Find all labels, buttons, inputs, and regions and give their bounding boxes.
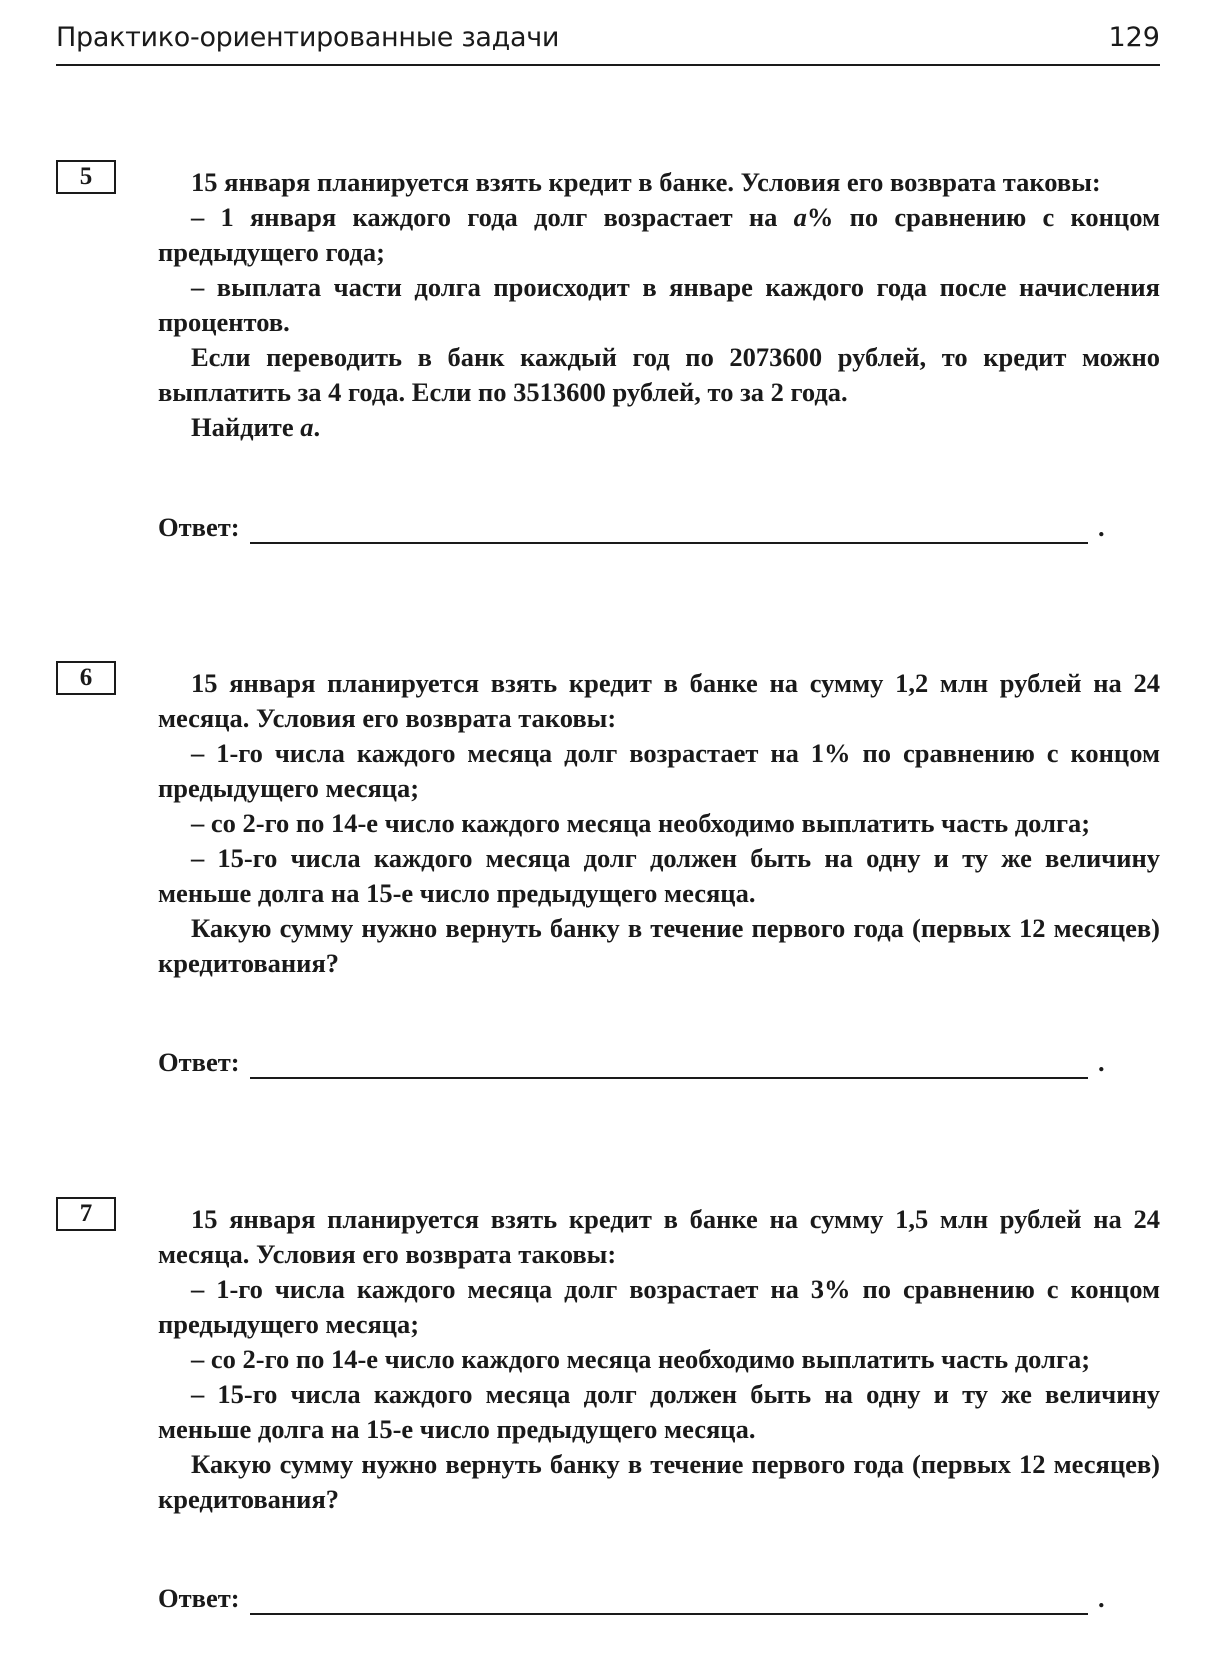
task-intro: 15 января планируется взять кредит в банке. Условия его возврата таковы: — [191, 167, 1101, 197]
task-number-box: 5 — [56, 160, 116, 194]
task-condition: – со 2-го по 14-е число каждого месяца необходимо выплатить часть долга; — [191, 1344, 1091, 1374]
variable-a: a — [793, 202, 807, 232]
answer-label: Ответ: — [158, 1047, 240, 1077]
answer-period: . — [1098, 1583, 1105, 1613]
task-condition: – 15-го числа каждого месяца долг должен быть на одну и ту же величину меньше долга на 15-е число предыдущего месяца. — [158, 1379, 1160, 1444]
answer-line[interactable] — [250, 542, 1088, 544]
task-question: Какую сумму нужно вернуть банку в течение первого года (первых 12 месяцев) кредитования? — [158, 1449, 1160, 1514]
answer-field[interactable] — [158, 1047, 1160, 1083]
task-number-box: 7 — [56, 1197, 116, 1231]
task-intro: 15 января планируется взять кредит в банке на сумму 1,2 млн рублей на 24 месяца. Условия его возврата таковы: — [158, 668, 1160, 733]
task-condition: – 1-го числа каждого месяца долг возрастает на 3% по сравнению с концом предыдущего месяца; — [158, 1274, 1160, 1339]
section-title: Практико-ориентированные задачи — [56, 22, 560, 53]
task-condition: – со 2-го по 14-е число каждого месяца необходимо выплатить часть долга; — [191, 808, 1091, 838]
task-number-box: 6 — [56, 661, 116, 695]
answer-period: . — [1098, 1047, 1105, 1077]
task-condition: Если переводить в банк каждый год по 2073600 рублей, то кредит можно выплатить за 4 года. Если по 3513600 рублей, то за 2 года. — [158, 342, 1160, 407]
page-number: 129 — [1108, 22, 1160, 53]
answer-label: Ответ: — [158, 512, 240, 542]
task-condition: – 1-го числа каждого месяца долг возрастает на 1% по сравнению с концом предыдущего месяца; — [158, 738, 1160, 803]
task-question: Найдите a. — [191, 412, 321, 442]
task-text — [158, 666, 1160, 981]
answer-line[interactable] — [250, 1077, 1088, 1079]
task-condition: – 1 января каждого года долг возрастает на a% по сравнению с концом предыдущего года; — [158, 202, 1160, 267]
page-header — [56, 18, 1160, 66]
task-condition: – 15-го числа каждого месяца долг должен быть на одну и ту же величину меньше долга на 15-е число предыдущего месяца. — [158, 843, 1160, 908]
answer-field[interactable] — [158, 1583, 1160, 1619]
task-text — [158, 165, 1160, 445]
answer-period: . — [1098, 512, 1105, 542]
task-condition: – выплата части долга происходит в январе каждого года после начисления процентов. — [158, 272, 1160, 337]
task-question: Какую сумму нужно вернуть банку в течение первого года (первых 12 месяцев) кредитования? — [158, 913, 1160, 978]
answer-field[interactable] — [158, 512, 1160, 548]
variable-a: a — [300, 412, 314, 442]
task-text — [158, 1202, 1160, 1517]
answer-line[interactable] — [250, 1613, 1088, 1615]
task-intro: 15 января планируется взять кредит в банке на сумму 1,5 млн рублей на 24 месяца. Условия его возврата таковы: — [158, 1204, 1160, 1269]
answer-label: Ответ: — [158, 1583, 240, 1613]
